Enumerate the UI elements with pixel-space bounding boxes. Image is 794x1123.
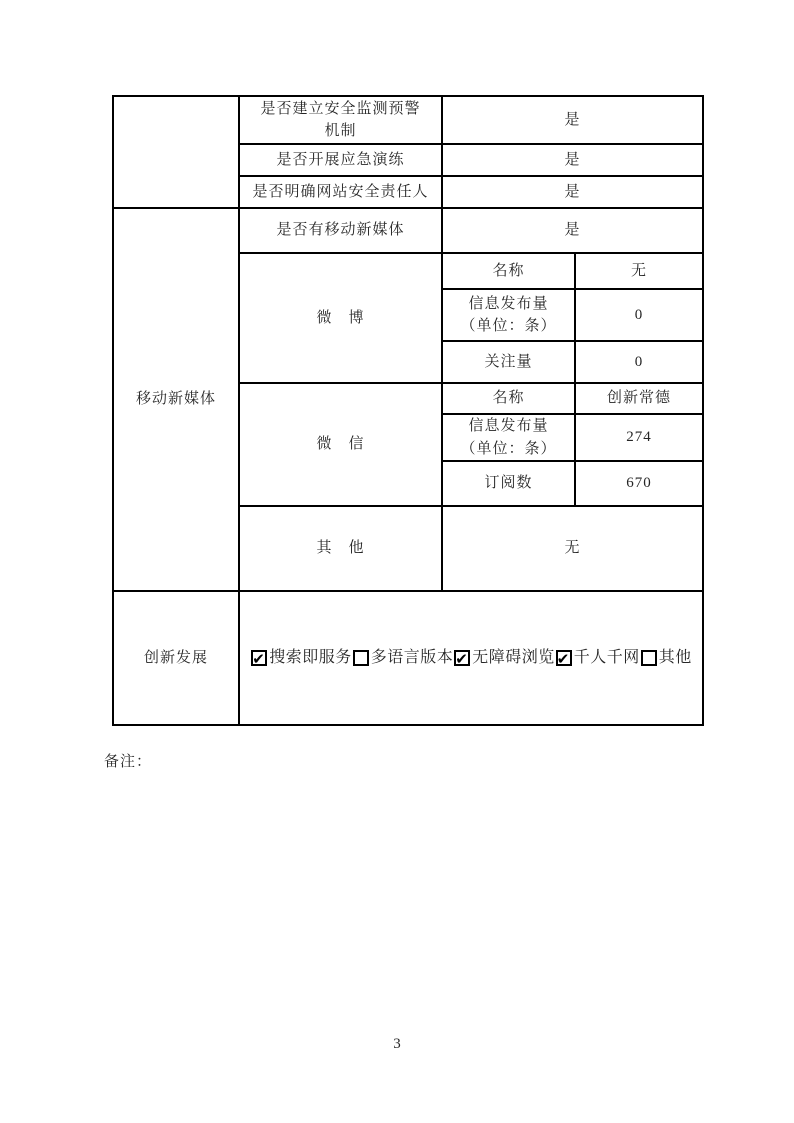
security-monitor-label: 是否建立安全监测预警机制 [260,100,421,139]
security-monitor-label-cell [239,96,442,144]
wechat-posts-label-line2: （单位：条） [460,440,557,457]
checkbox-other[interactable] [641,650,657,666]
checkbox-label: 多语言版本 [370,649,454,666]
other-media-value: 无 [442,506,703,591]
checkbox-label: 搜索即服务 [269,649,352,666]
checkbox-label: 无障碍浏览 [472,649,555,666]
innovation-options-cell [239,591,703,725]
emergency-drill-label: 是否开展应急演练 [239,144,442,176]
wechat-posts-label-cell [442,414,575,461]
innovation-options-line [240,646,702,670]
table-row [113,208,703,253]
weibo-followers-label: 关注量 [484,353,533,370]
wechat-posts-label: 信息发布量 [468,418,549,434]
wechat-name-value: 创新常德 [575,383,703,414]
option-accessibility [453,646,555,670]
weibo-name-label: 名称 [492,262,525,279]
emergency-drill-value: 是 [442,144,703,176]
checkbox-label: 其他 [658,649,692,666]
weibo-posts-label-cell [442,289,575,341]
weibo-posts-value: 0 [575,289,703,341]
weibo-posts-label-line2: （单位：条） [460,318,557,334]
weibo-posts-label: 信息发布量 [468,295,549,312]
wechat-subscribers-value: 670 [575,461,703,506]
checkbox-multilingual[interactable] [353,650,369,666]
other-media-label: 其 他 [239,506,442,591]
has-mobile-media-label: 是否有移动新媒体 [239,208,442,253]
option-search-as-service [250,646,352,670]
weibo-followers-value: 0 [575,341,703,383]
mobile-media-category-cell: 移动新媒体 [113,208,239,591]
wechat-subscribers-label: 订阅数 [484,475,533,492]
empty-category-cell [113,96,239,208]
checkbox-accessibility[interactable] [454,650,470,666]
page-number: 3 [393,1036,401,1052]
wechat-posts-value: 274 [575,414,703,461]
wechat-name-label-cell [442,383,575,414]
security-officer-value: 是 [442,176,703,208]
checkbox-personalized-web[interactable] [556,650,572,666]
wechat-name-label: 名称 [492,390,525,407]
wechat-category-cell: 微 信 [239,383,442,506]
option-multilingual [352,646,454,670]
security-officer-label: 是否明确网站安全责任人 [239,176,442,208]
weibo-name-label-cell [442,253,575,289]
table-row [113,96,703,144]
annual-report-table [112,95,704,726]
has-mobile-media-value: 是 [442,208,703,253]
wechat-subscribers-label-cell [442,461,575,506]
option-other [640,646,692,670]
security-monitor-value: 是 [442,96,703,144]
checkbox-search-as-service[interactable] [251,650,267,666]
weibo-category-cell: 微 博 [239,253,442,383]
table-row [113,591,703,725]
remark-label: 备注： [104,754,153,770]
innovation-category-cell: 创新发展 [113,591,239,725]
weibo-name-value: 无 [575,253,703,289]
checkbox-label: 千人千网 [573,649,640,666]
weibo-followers-label-cell [442,341,575,383]
option-personalized-web [555,646,640,670]
